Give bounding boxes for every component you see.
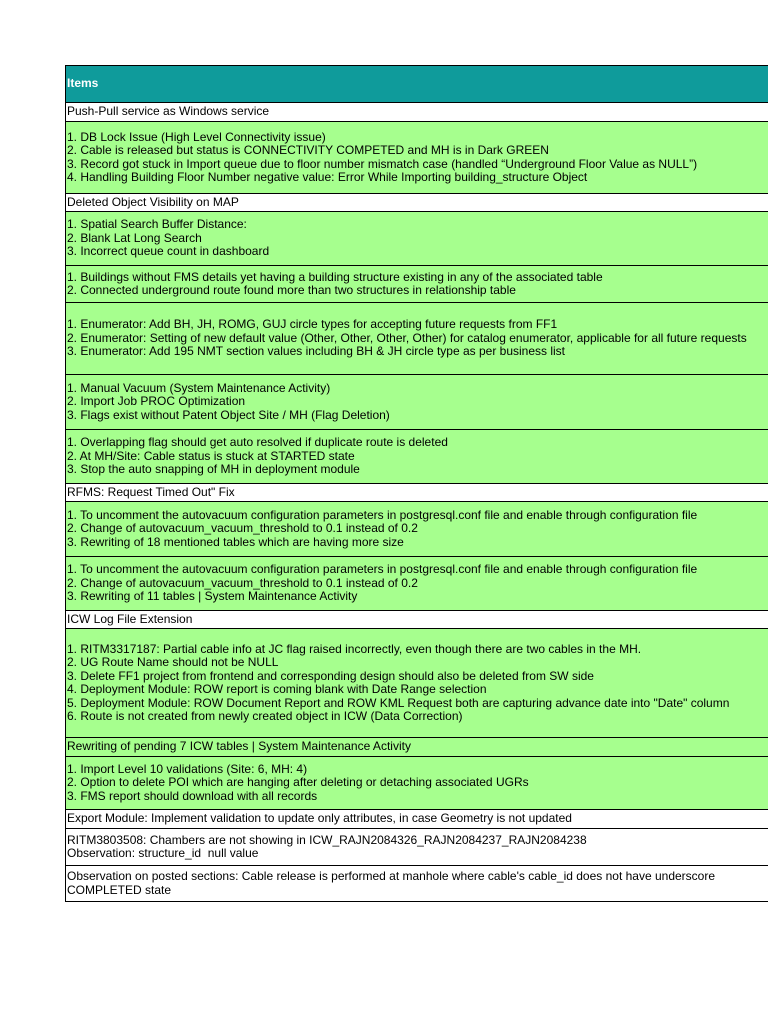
table-row — [66, 121, 768, 194]
cell-line: 1. To uncomment the autovacuum configuration parameters in postgresql.conf file and enable through configuration file — [67, 507, 698, 522]
table-row — [66, 809, 768, 829]
table-row — [66, 483, 768, 502]
cell-line: 1. Spatial Search Buffer Distance: — [67, 217, 247, 232]
table-row — [66, 429, 768, 484]
table-row — [66, 302, 768, 375]
table-row — [66, 501, 768, 557]
items-table — [65, 65, 768, 902]
cell-line: RFMS: Request Timed Out" Fix — [67, 484, 235, 499]
cell-line: ICW Log File Extension — [67, 611, 193, 626]
cell-line: RITM3803508: Chambers are not showing in ICW_RAJN2084326_RAJN2084237_RAJN2084238 — [67, 832, 587, 847]
cell-line: 1. RITM3317187: Partial cable info at JC flag raised incorrectly, even though there are two cables in the MH. — [67, 641, 642, 656]
cell-line: Observation: structure_id null value — [67, 846, 259, 860]
cell-line: Rewriting of pending 7 ICW tables | System Maintenance Activity — [67, 739, 411, 754]
table-row — [66, 374, 768, 430]
table-row — [66, 102, 768, 122]
table-row — [66, 265, 768, 303]
header-label: Items — [67, 76, 99, 91]
table-header — [66, 65, 768, 103]
cell-line: 1. Buildings without FMS details yet having a building structure existing in any of the associated table — [67, 269, 603, 284]
cell-line: 1. Overlapping flag should get auto resolved if duplicate route is deleted — [67, 435, 448, 450]
cell-line: 3. Incorrect queue count in dashboard — [67, 244, 270, 259]
cell-line: 2. Connected underground route found more than two structures in relationship table — [67, 283, 516, 297]
cell-line: 2. Change of autovacuum_vacuum_threshold to 0.1 instead of 0.2 — [67, 521, 418, 536]
cell-line: 4. Deployment Module: ROW report is coming blank with Date Range selection — [67, 682, 487, 696]
cell-line: 3. Rewriting of 18 mentioned tables which are having more size — [67, 534, 404, 549]
table-body — [66, 102, 768, 902]
table-row — [66, 737, 768, 757]
cell-line: 3. FMS report should download with all records — [67, 788, 318, 803]
cell-line: 2. Enumerator: Setting of new default value (Other, Other, Other, Other) for catalog enumerator, applicable for all future requests — [67, 330, 747, 345]
table-row — [66, 828, 768, 866]
cell-line: 5. Deployment Module: ROW Document Report and ROW KML Request both are capturing advance date into "Date" column — [67, 695, 730, 710]
cell-line: 1. DB Lock Issue (High Level Connectivity issue) — [67, 129, 326, 144]
cell-line: Export Module: Implement validation to update only attributes, in case Geometry is not updated — [67, 811, 572, 826]
cell-line: 2. Blank Lat Long Search — [67, 230, 202, 245]
cell-line: 1. Manual Vacuum (System Maintenance Activity) — [67, 380, 331, 395]
cell-line: Deleted Object Visibility on MAP — [67, 194, 239, 209]
cell-line: 4. Handling Building Floor Number negative value: Error While Importing building_structure Object — [67, 170, 588, 184]
table-row — [66, 628, 768, 738]
cell-line: Observation on posted sections: Cable release is performed at manhole where cable's cable_id does not have underscore — [67, 869, 716, 883]
cell-line: 1. Import Level 10 validations (Site: 6, MH: 4) — [67, 761, 308, 776]
cell-line: 2. Cable is released but status is CONNECTIVITY COMPETED and MH is in Dark GREEN — [67, 143, 549, 157]
cell-line: 3. Rewriting of 11 tables | System Maintenance Activity — [67, 589, 358, 604]
cell-line: 2. Import Job PROC Optimization — [67, 394, 246, 409]
table-row — [66, 556, 768, 611]
table-row — [66, 865, 768, 902]
cell-line: 3. Delete FF1 project from frontend and corresponding design should also be deleted from SW side — [67, 668, 594, 683]
table-row — [66, 211, 768, 266]
cell-line: 2. At MH/Site: Cable status is stuck at STARTED state — [67, 448, 355, 463]
cell-line: COMPLETED state — [67, 882, 172, 897]
cell-line: 1. To uncomment the autovacuum configuration parameters in postgresql.conf file and enable through configuration file — [67, 562, 698, 577]
table-row — [66, 193, 768, 212]
cell-line: 6. Route is not created from newly created object in ICW (Data Correction) — [67, 709, 463, 723]
cell-line: 3. Flags exist without Patent Object Site / MH (Flag Deletion) — [67, 407, 390, 422]
table-row — [66, 610, 768, 629]
cell-line: 3. Stop the auto snapping of MH in deployment module — [67, 462, 360, 477]
cell-line: 2. UG Route Name should not be NULL — [67, 655, 279, 669]
cell-line: 3. Enumerator: Add 195 NMT section values including BH & JH circle type as per business list — [67, 344, 566, 359]
table-row — [66, 756, 768, 810]
cell-line: 1. Enumerator: Add BH, JH, ROMG, GUJ circle types for accepting future requests from FF1 — [67, 317, 558, 332]
cell-line: 3. Record got stuck in Import queue due to floor number mismatch case (handled “Underground Floor Value as NULL”) — [67, 156, 698, 171]
cell-line: 2. Change of autovacuum_vacuum_threshold to 0.1 instead of 0.2 — [67, 575, 418, 590]
cell-line: Push-Pull service as Windows service — [67, 104, 270, 119]
cell-line: 2. Option to delete POI which are hanging after deleting or detaching associated UGRs — [67, 775, 529, 790]
